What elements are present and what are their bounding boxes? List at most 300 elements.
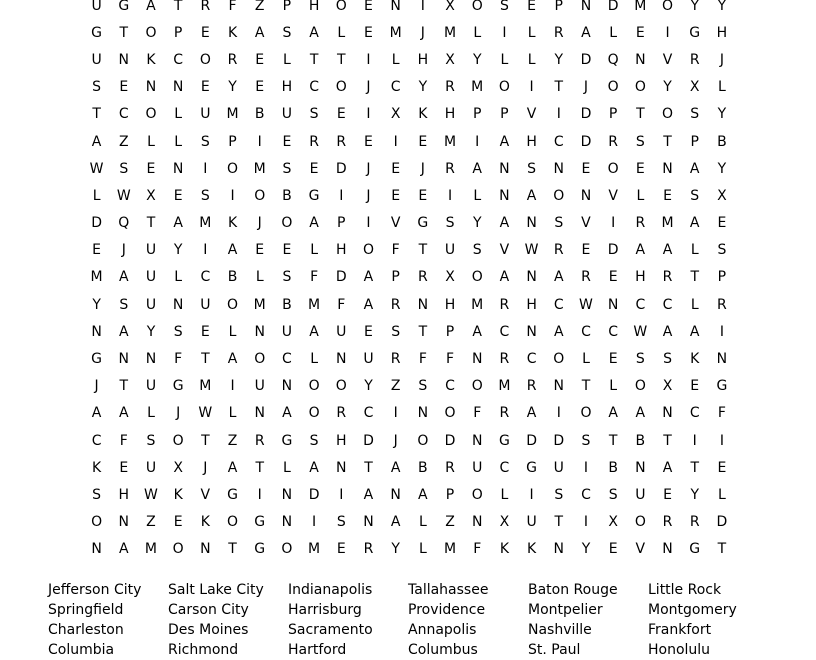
- grid-letter[interactable]: S: [635, 133, 645, 150]
- grid-letter[interactable]: P: [173, 24, 183, 41]
- grid-letter[interactable]: O: [199, 51, 211, 68]
- grid-letter[interactable]: T: [418, 242, 428, 259]
- grid-letter[interactable]: Y: [472, 215, 482, 232]
- grid-letter[interactable]: F: [119, 432, 128, 449]
- grid-letter[interactable]: I: [203, 160, 208, 177]
- grid-letter[interactable]: R: [499, 351, 510, 368]
- grid-letter[interactable]: U: [145, 269, 157, 286]
- grid-letter[interactable]: Z: [254, 0, 265, 14]
- grid-letter[interactable]: J: [420, 160, 425, 177]
- grid-letter[interactable]: L: [310, 242, 318, 259]
- grid-letter[interactable]: S: [554, 215, 564, 232]
- grid-letter[interactable]: R: [526, 378, 537, 395]
- grid-letter[interactable]: A: [635, 405, 646, 422]
- grid-letter[interactable]: K: [690, 351, 700, 368]
- grid-letter[interactable]: E: [608, 541, 618, 558]
- grid-letter[interactable]: U: [553, 459, 564, 476]
- grid-letter[interactable]: E: [92, 242, 102, 259]
- grid-letter[interactable]: L: [174, 269, 183, 286]
- grid-letter[interactable]: L: [418, 514, 427, 531]
- grid-letter[interactable]: A: [553, 269, 564, 286]
- grid-letter[interactable]: N: [172, 296, 184, 313]
- grid-letter[interactable]: T: [717, 541, 727, 558]
- grid-letter[interactable]: W: [579, 296, 593, 313]
- grid-letter[interactable]: A: [227, 242, 238, 259]
- grid-letter[interactable]: M: [144, 541, 158, 558]
- grid-letter[interactable]: N: [716, 351, 728, 368]
- grid-letter[interactable]: O: [281, 215, 293, 232]
- grid-letter[interactable]: F: [473, 541, 482, 558]
- grid-letter[interactable]: S: [690, 187, 700, 204]
- grid-letter[interactable]: A: [581, 24, 591, 41]
- grid-letter[interactable]: A: [363, 296, 374, 313]
- grid-letter[interactable]: A: [390, 459, 401, 476]
- grid-letter[interactable]: I: [692, 432, 697, 449]
- grid-letter[interactable]: E: [119, 79, 129, 96]
- grid-letter[interactable]: P: [690, 133, 699, 150]
- grid-letter[interactable]: S: [173, 323, 183, 340]
- grid-letter[interactable]: B: [717, 133, 727, 150]
- grid-letter[interactable]: Z: [390, 378, 401, 395]
- grid-letter[interactable]: G: [689, 541, 701, 558]
- grid-letter[interactable]: M: [661, 215, 674, 232]
- grid-letter[interactable]: B: [282, 296, 292, 313]
- grid-letter[interactable]: C: [581, 323, 591, 340]
- grid-letter[interactable]: F: [473, 405, 482, 422]
- grid-letter[interactable]: J: [366, 187, 371, 204]
- grid-letter[interactable]: N: [553, 378, 565, 395]
- grid-letter[interactable]: N: [390, 486, 401, 503]
- grid-letter[interactable]: L: [255, 269, 264, 286]
- grid-letter[interactable]: S: [418, 378, 428, 395]
- grid-letter[interactable]: P: [445, 323, 455, 340]
- grid-letter[interactable]: N: [91, 323, 102, 340]
- grid-letter[interactable]: N: [499, 160, 510, 177]
- grid-letter[interactable]: U: [526, 514, 537, 531]
- grid-letter[interactable]: X: [689, 79, 700, 96]
- grid-letter[interactable]: D: [363, 432, 374, 449]
- grid-letter[interactable]: D: [335, 160, 347, 177]
- grid-letter[interactable]: E: [663, 187, 672, 204]
- grid-letter[interactable]: R: [581, 269, 591, 286]
- grid-letter[interactable]: N: [390, 0, 401, 14]
- grid-letter[interactable]: R: [363, 541, 374, 558]
- grid-letter[interactable]: Y: [717, 0, 727, 14]
- grid-letter[interactable]: Y: [581, 541, 591, 558]
- grid-letter[interactable]: N: [471, 514, 483, 531]
- grid-letter[interactable]: E: [581, 242, 591, 259]
- grid-letter[interactable]: N: [635, 459, 646, 476]
- grid-letter[interactable]: E: [255, 79, 265, 96]
- grid-letter[interactable]: E: [690, 378, 700, 395]
- grid-letter[interactable]: U: [254, 378, 265, 395]
- grid-letter[interactable]: L: [527, 24, 536, 41]
- grid-letter[interactable]: U: [281, 106, 293, 123]
- grid-letter[interactable]: L: [500, 51, 509, 68]
- grid-letter[interactable]: I: [366, 106, 371, 123]
- grid-letter[interactable]: D: [553, 432, 565, 449]
- grid-letter[interactable]: B: [418, 459, 428, 476]
- grid-letter[interactable]: O: [308, 405, 320, 422]
- grid-letter[interactable]: A: [499, 269, 510, 286]
- grid-letter[interactable]: G: [526, 459, 538, 476]
- grid-letter[interactable]: O: [662, 0, 674, 14]
- grid-letter[interactable]: E: [200, 79, 210, 96]
- grid-letter[interactable]: Z: [227, 432, 238, 449]
- grid-letter[interactable]: G: [227, 486, 238, 503]
- grid-letter[interactable]: S: [472, 242, 482, 259]
- grid-letter[interactable]: N: [281, 378, 293, 395]
- grid-letter[interactable]: L: [718, 486, 726, 503]
- grid-letter[interactable]: T: [581, 378, 591, 395]
- grid-letter[interactable]: I: [611, 215, 616, 232]
- grid-letter[interactable]: U: [145, 296, 157, 313]
- grid-letter[interactable]: M: [308, 541, 321, 558]
- grid-letter[interactable]: U: [91, 0, 102, 14]
- grid-letter[interactable]: A: [227, 459, 238, 476]
- grid-letter[interactable]: A: [118, 541, 129, 558]
- grid-letter[interactable]: L: [391, 51, 400, 68]
- grid-letter[interactable]: W: [89, 160, 104, 177]
- grid-letter[interactable]: S: [391, 323, 401, 340]
- grid-letter[interactable]: C: [581, 486, 591, 503]
- grid-letter[interactable]: T: [418, 323, 428, 340]
- grid-letter[interactable]: N: [417, 405, 429, 422]
- grid-letter[interactable]: H: [417, 51, 429, 68]
- grid-letter[interactable]: C: [390, 79, 401, 96]
- grid-letter[interactable]: L: [147, 133, 155, 150]
- grid-letter[interactable]: M: [498, 378, 511, 395]
- grid-letter[interactable]: L: [283, 51, 291, 68]
- grid-letter[interactable]: E: [119, 459, 129, 476]
- grid-letter[interactable]: S: [690, 106, 700, 123]
- grid-letter[interactable]: T: [554, 514, 564, 531]
- grid-letter[interactable]: X: [445, 0, 455, 14]
- grid-letter[interactable]: J: [583, 79, 589, 96]
- grid-letter[interactable]: E: [309, 160, 319, 177]
- grid-letter[interactable]: I: [529, 79, 534, 96]
- grid-letter[interactable]: A: [472, 160, 482, 177]
- grid-letter[interactable]: L: [418, 541, 427, 558]
- grid-letter[interactable]: Y: [146, 323, 156, 340]
- grid-letter[interactable]: T: [663, 432, 672, 449]
- grid-letter[interactable]: H: [716, 24, 728, 41]
- grid-letter[interactable]: Y: [364, 378, 373, 395]
- grid-letter[interactable]: E: [527, 0, 537, 14]
- grid-letter[interactable]: W: [116, 187, 131, 204]
- grid-letter[interactable]: T: [119, 378, 129, 395]
- grid-letter[interactable]: C: [635, 296, 646, 313]
- grid-letter[interactable]: A: [499, 215, 510, 232]
- grid-letter[interactable]: N: [471, 351, 483, 368]
- grid-letter[interactable]: Y: [418, 79, 428, 96]
- grid-letter[interactable]: R: [717, 296, 727, 313]
- grid-letter[interactable]: A: [118, 269, 129, 286]
- grid-letter[interactable]: A: [526, 187, 537, 204]
- grid-letter[interactable]: E: [717, 459, 727, 476]
- grid-letter[interactable]: A: [146, 0, 156, 14]
- grid-letter[interactable]: I: [719, 432, 724, 449]
- grid-letter[interactable]: I: [719, 323, 724, 340]
- grid-letter[interactable]: R: [336, 405, 347, 422]
- grid-letter[interactable]: I: [366, 51, 371, 68]
- grid-letter[interactable]: E: [364, 24, 373, 41]
- grid-letter[interactable]: I: [203, 242, 208, 259]
- grid-letter[interactable]: I: [339, 486, 344, 503]
- grid-letter[interactable]: D: [335, 269, 347, 286]
- grid-letter[interactable]: L: [718, 79, 726, 96]
- grid-letter[interactable]: N: [145, 79, 157, 96]
- grid-letter[interactable]: A: [91, 405, 102, 422]
- grid-letter[interactable]: R: [200, 0, 211, 14]
- grid-letter[interactable]: O: [553, 187, 565, 204]
- grid-letter[interactable]: C: [309, 79, 319, 96]
- grid-letter[interactable]: Q: [118, 215, 130, 232]
- grid-letter[interactable]: O: [471, 269, 483, 286]
- grid-letter[interactable]: A: [526, 405, 537, 422]
- grid-letter[interactable]: U: [200, 296, 211, 313]
- grid-letter[interactable]: C: [200, 269, 211, 286]
- grid-letter[interactable]: Y: [228, 79, 237, 96]
- grid-letter[interactable]: O: [634, 378, 646, 395]
- grid-letter[interactable]: G: [91, 351, 103, 368]
- grid-letter[interactable]: W: [198, 405, 213, 422]
- grid-letter[interactable]: E: [255, 51, 265, 68]
- grid-letter[interactable]: E: [282, 242, 292, 259]
- grid-letter[interactable]: E: [581, 160, 591, 177]
- grid-letter[interactable]: D: [716, 514, 728, 531]
- grid-letter[interactable]: N: [526, 323, 537, 340]
- grid-letter[interactable]: J: [366, 160, 371, 177]
- grid-letter[interactable]: V: [526, 106, 537, 123]
- grid-letter[interactable]: R: [309, 133, 319, 150]
- grid-letter[interactable]: A: [418, 486, 428, 503]
- grid-letter[interactable]: A: [608, 405, 618, 422]
- grid-letter[interactable]: P: [717, 269, 727, 286]
- grid-letter[interactable]: E: [200, 24, 210, 41]
- grid-letter[interactable]: N: [417, 296, 429, 313]
- grid-letter[interactable]: A: [689, 215, 700, 232]
- grid-letter[interactable]: N: [580, 187, 592, 204]
- grid-letter[interactable]: N: [172, 160, 184, 177]
- grid-letter[interactable]: R: [635, 215, 646, 232]
- grid-letter[interactable]: V: [608, 187, 618, 204]
- grid-letter[interactable]: L: [92, 187, 101, 204]
- grid-letter[interactable]: Y: [690, 486, 699, 503]
- grid-letter[interactable]: S: [309, 106, 319, 123]
- grid-letter[interactable]: B: [282, 187, 292, 204]
- grid-letter[interactable]: F: [391, 242, 400, 259]
- grid-letter[interactable]: F: [337, 296, 346, 313]
- grid-letter[interactable]: T: [554, 79, 564, 96]
- grid-letter[interactable]: G: [689, 24, 701, 41]
- grid-letter[interactable]: J: [366, 79, 371, 96]
- grid-letter[interactable]: E: [663, 486, 672, 503]
- grid-letter[interactable]: P: [472, 106, 482, 123]
- grid-letter[interactable]: T: [309, 51, 319, 68]
- grid-letter[interactable]: H: [336, 432, 347, 449]
- grid-letter[interactable]: M: [471, 79, 484, 96]
- grid-letter[interactable]: K: [173, 486, 183, 503]
- grid-letter[interactable]: B: [227, 269, 238, 286]
- grid-letter[interactable]: A: [363, 269, 374, 286]
- grid-letter[interactable]: A: [309, 24, 319, 41]
- grid-letter[interactable]: S: [282, 160, 292, 177]
- grid-letter[interactable]: L: [283, 459, 291, 476]
- grid-letter[interactable]: C: [445, 378, 455, 395]
- grid-letter[interactable]: G: [118, 0, 130, 14]
- grid-letter[interactable]: L: [690, 296, 699, 313]
- grid-letter[interactable]: U: [145, 242, 157, 259]
- grid-letter[interactable]: I: [583, 459, 589, 476]
- grid-letter[interactable]: I: [366, 215, 371, 232]
- grid-letter[interactable]: H: [526, 296, 537, 313]
- grid-letter[interactable]: H: [118, 486, 130, 503]
- grid-letter[interactable]: R: [553, 24, 564, 41]
- grid-letter[interactable]: U: [145, 378, 157, 395]
- grid-letter[interactable]: U: [145, 459, 157, 476]
- grid-letter[interactable]: O: [634, 514, 646, 531]
- grid-letter[interactable]: F: [310, 269, 319, 286]
- grid-letter[interactable]: A: [254, 24, 265, 41]
- grid-letter[interactable]: A: [472, 323, 482, 340]
- grid-letter[interactable]: X: [717, 187, 727, 204]
- grid-letter[interactable]: X: [662, 378, 673, 395]
- grid-letter[interactable]: O: [254, 187, 266, 204]
- grid-letter[interactable]: E: [146, 160, 156, 177]
- grid-letter[interactable]: O: [145, 106, 157, 123]
- grid-letter[interactable]: M: [443, 24, 457, 41]
- grid-letter[interactable]: S: [445, 215, 455, 232]
- grid-letter[interactable]: O: [335, 79, 347, 96]
- grid-letter[interactable]: A: [309, 215, 319, 232]
- grid-letter[interactable]: A: [662, 242, 673, 259]
- grid-letter[interactable]: F: [174, 351, 183, 368]
- grid-letter[interactable]: C: [553, 133, 564, 150]
- grid-letter[interactable]: Y: [173, 242, 183, 259]
- grid-letter[interactable]: A: [309, 459, 319, 476]
- grid-letter[interactable]: H: [635, 269, 646, 286]
- grid-letter[interactable]: X: [499, 514, 510, 531]
- grid-letter[interactable]: E: [418, 187, 428, 204]
- grid-letter[interactable]: E: [336, 106, 346, 123]
- grid-letter[interactable]: R: [608, 133, 619, 150]
- grid-letter[interactable]: M: [253, 160, 266, 177]
- grid-letter[interactable]: T: [690, 269, 699, 286]
- grid-letter[interactable]: K: [227, 24, 238, 41]
- grid-letter[interactable]: R: [445, 79, 455, 96]
- grid-letter[interactable]: O: [607, 79, 619, 96]
- grid-letter[interactable]: C: [282, 351, 292, 368]
- grid-letter[interactable]: X: [445, 269, 455, 286]
- grid-letter[interactable]: L: [609, 378, 618, 395]
- grid-letter[interactable]: N: [254, 323, 265, 340]
- grid-letter[interactable]: T: [690, 459, 699, 476]
- grid-letter[interactable]: L: [690, 242, 699, 259]
- grid-letter[interactable]: U: [200, 106, 211, 123]
- grid-letter[interactable]: N: [526, 269, 537, 286]
- grid-letter[interactable]: A: [227, 351, 238, 368]
- grid-letter[interactable]: A: [499, 133, 510, 150]
- grid-letter[interactable]: R: [254, 432, 265, 449]
- grid-letter[interactable]: Z: [445, 514, 455, 531]
- grid-letter[interactable]: J: [393, 432, 398, 449]
- grid-letter[interactable]: E: [200, 323, 210, 340]
- grid-letter[interactable]: S: [336, 514, 346, 531]
- grid-letter[interactable]: R: [445, 459, 455, 476]
- grid-letter[interactable]: U: [281, 323, 293, 340]
- grid-letter[interactable]: C: [553, 296, 564, 313]
- grid-letter[interactable]: A: [662, 323, 673, 340]
- grid-letter[interactable]: A: [662, 459, 673, 476]
- grid-letter[interactable]: N: [281, 486, 293, 503]
- grid-letter[interactable]: K: [92, 459, 102, 476]
- grid-letter[interactable]: G: [716, 378, 728, 395]
- grid-letter[interactable]: S: [92, 486, 102, 503]
- grid-letter[interactable]: M: [389, 24, 402, 41]
- grid-letter[interactable]: T: [92, 106, 101, 123]
- grid-letter[interactable]: E: [635, 160, 645, 177]
- grid-letter[interactable]: O: [227, 160, 239, 177]
- grid-letter[interactable]: O: [145, 24, 157, 41]
- grid-letter[interactable]: N: [118, 514, 130, 531]
- grid-letter[interactable]: O: [417, 432, 429, 449]
- grid-letter[interactable]: E: [364, 323, 373, 340]
- grid-letter[interactable]: R: [445, 160, 455, 177]
- grid-letter[interactable]: R: [662, 269, 673, 286]
- grid-letter[interactable]: O: [91, 514, 103, 531]
- grid-letter[interactable]: L: [310, 351, 318, 368]
- grid-letter[interactable]: X: [146, 187, 156, 204]
- grid-letter[interactable]: A: [689, 160, 700, 177]
- grid-letter[interactable]: C: [499, 323, 510, 340]
- grid-letter[interactable]: O: [444, 405, 456, 422]
- grid-letter[interactable]: P: [337, 215, 346, 232]
- grid-letter[interactable]: R: [417, 269, 428, 286]
- grid-letter[interactable]: S: [663, 351, 672, 368]
- grid-letter[interactable]: I: [230, 187, 235, 204]
- grid-letter[interactable]: M: [443, 133, 457, 150]
- grid-letter[interactable]: N: [499, 187, 510, 204]
- grid-letter[interactable]: R: [689, 514, 700, 531]
- grid-letter[interactable]: S: [200, 133, 210, 150]
- grid-letter[interactable]: Y: [391, 541, 400, 558]
- grid-letter[interactable]: M: [226, 106, 239, 123]
- grid-letter[interactable]: K: [227, 215, 238, 232]
- grid-letter[interactable]: D: [607, 0, 619, 14]
- grid-letter[interactable]: Y: [554, 51, 564, 68]
- grid-letter[interactable]: Y: [717, 160, 727, 177]
- grid-letter[interactable]: M: [253, 296, 266, 313]
- grid-letter[interactable]: C: [363, 405, 374, 422]
- grid-letter[interactable]: U: [472, 459, 483, 476]
- grid-letter[interactable]: R: [499, 405, 510, 422]
- grid-letter[interactable]: M: [634, 0, 647, 14]
- grid-letter[interactable]: V: [499, 242, 510, 259]
- grid-letter[interactable]: D: [607, 242, 619, 259]
- grid-letter[interactable]: H: [336, 242, 347, 259]
- grid-letter[interactable]: F: [717, 405, 726, 422]
- grid-letter[interactable]: N: [336, 351, 347, 368]
- grid-letter[interactable]: A: [363, 486, 374, 503]
- grid-letter[interactable]: V: [635, 541, 646, 558]
- grid-letter[interactable]: M: [90, 269, 103, 286]
- grid-letter[interactable]: L: [337, 24, 346, 41]
- grid-letter[interactable]: E: [282, 133, 292, 150]
- grid-letter[interactable]: A: [390, 514, 401, 531]
- grid-letter[interactable]: D: [526, 432, 537, 449]
- grid-letter[interactable]: S: [608, 486, 618, 503]
